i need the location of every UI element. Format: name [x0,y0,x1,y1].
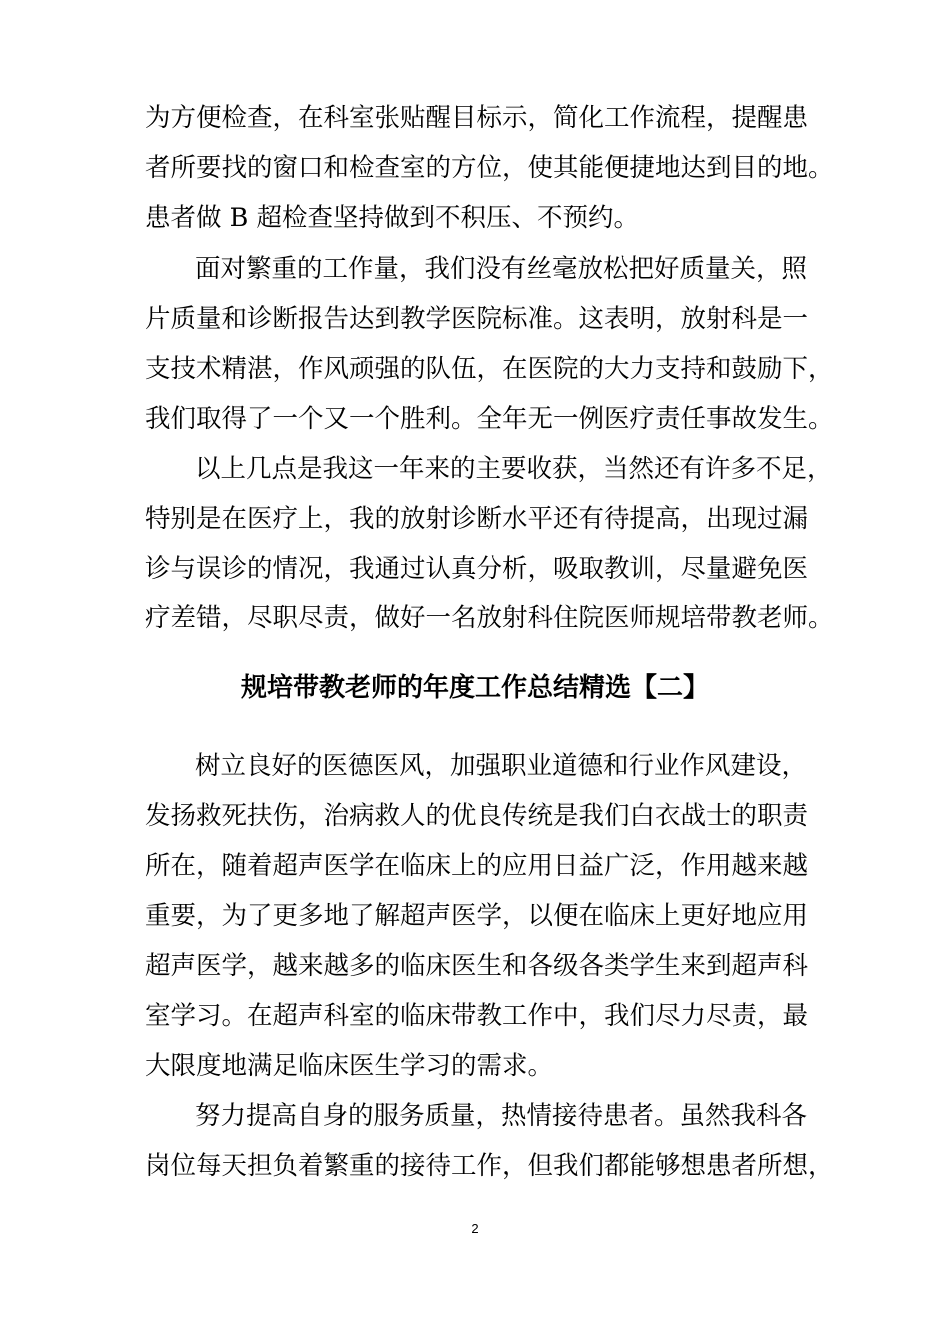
section-heading: 规培带教老师的年度工作总结精选【二】 [240,673,709,703]
paragraph-4-line-2: 发扬救死扶伤，治病救人的优良传统是我们白衣战士的职责 [145,801,809,831]
paragraph-4-line-3: 所在，随着超声医学在临床上的应用日益广泛，作用越来越 [145,851,809,881]
paragraph-5-line-2: 岗位每天担负着繁重的接待工作，但我们都能够想患者所想， [145,1151,834,1181]
paragraph-4-line-5: 超声医学，越来越多的临床医生和各级各类学生来到超声科 [145,951,809,981]
paragraph-3-line-4: 疗差错，尽职尽责，做好一名放射科住院医师规培带教老师。 [145,603,834,633]
paragraph-2-line-2: 片质量和诊断报告达到教学医院标准。这表明，放射科是一 [145,304,809,334]
paragraph-4-line-4: 重要，为了更多地了解超声医学，以便在临床上更好地应用 [145,901,809,931]
paragraph-1-line-2: 者所要找的窗口和检查室的方位，使其能便捷地达到目的地。 [145,153,834,183]
paragraph-4-line-7: 大限度地满足临床医生学习的需求。 [145,1051,554,1081]
paragraph-3-line-1: 以上几点是我这一年来的主要收获，当然还有许多不足， [195,454,833,484]
paragraph-3-line-3: 诊与误诊的情况，我通过认真分析，吸取教训，尽量避免医 [145,554,809,584]
paragraph-4-line-1: 树立良好的医德医风，加强职业道德和行业作风建设， [195,751,808,781]
paragraph-4-line-6: 室学习。在超声科室的临床带教工作中，我们尽力尽责，最 [145,1001,809,1031]
paragraph-1-line-3: 患者做 B 超检查坚持做到不积压、不预约。 [145,203,639,233]
paragraph-2-line-4: 我们取得了一个又一个胜利。全年无一例医疗责任事故发生。 [145,404,834,434]
paragraph-1-line-1: 为方便检查，在科室张贴醒目标示，简化工作流程，提醒患 [145,103,809,133]
paragraph-3-line-2: 特别是在医疗上，我的放射诊断水平还有待提高，出现过漏 [145,504,809,534]
paragraph-5-line-1: 努力提高自身的服务质量，热情接待患者。虽然我科各 [195,1101,808,1131]
paragraph-2-line-1: 面对繁重的工作量，我们没有丝毫放松把好质量关，照 [195,254,808,284]
paragraph-2-line-3: 支技术精湛，作风顽强的队伍，在医院的大力支持和鼓励下， [145,354,834,384]
page-number: 2 [471,1221,479,1236]
